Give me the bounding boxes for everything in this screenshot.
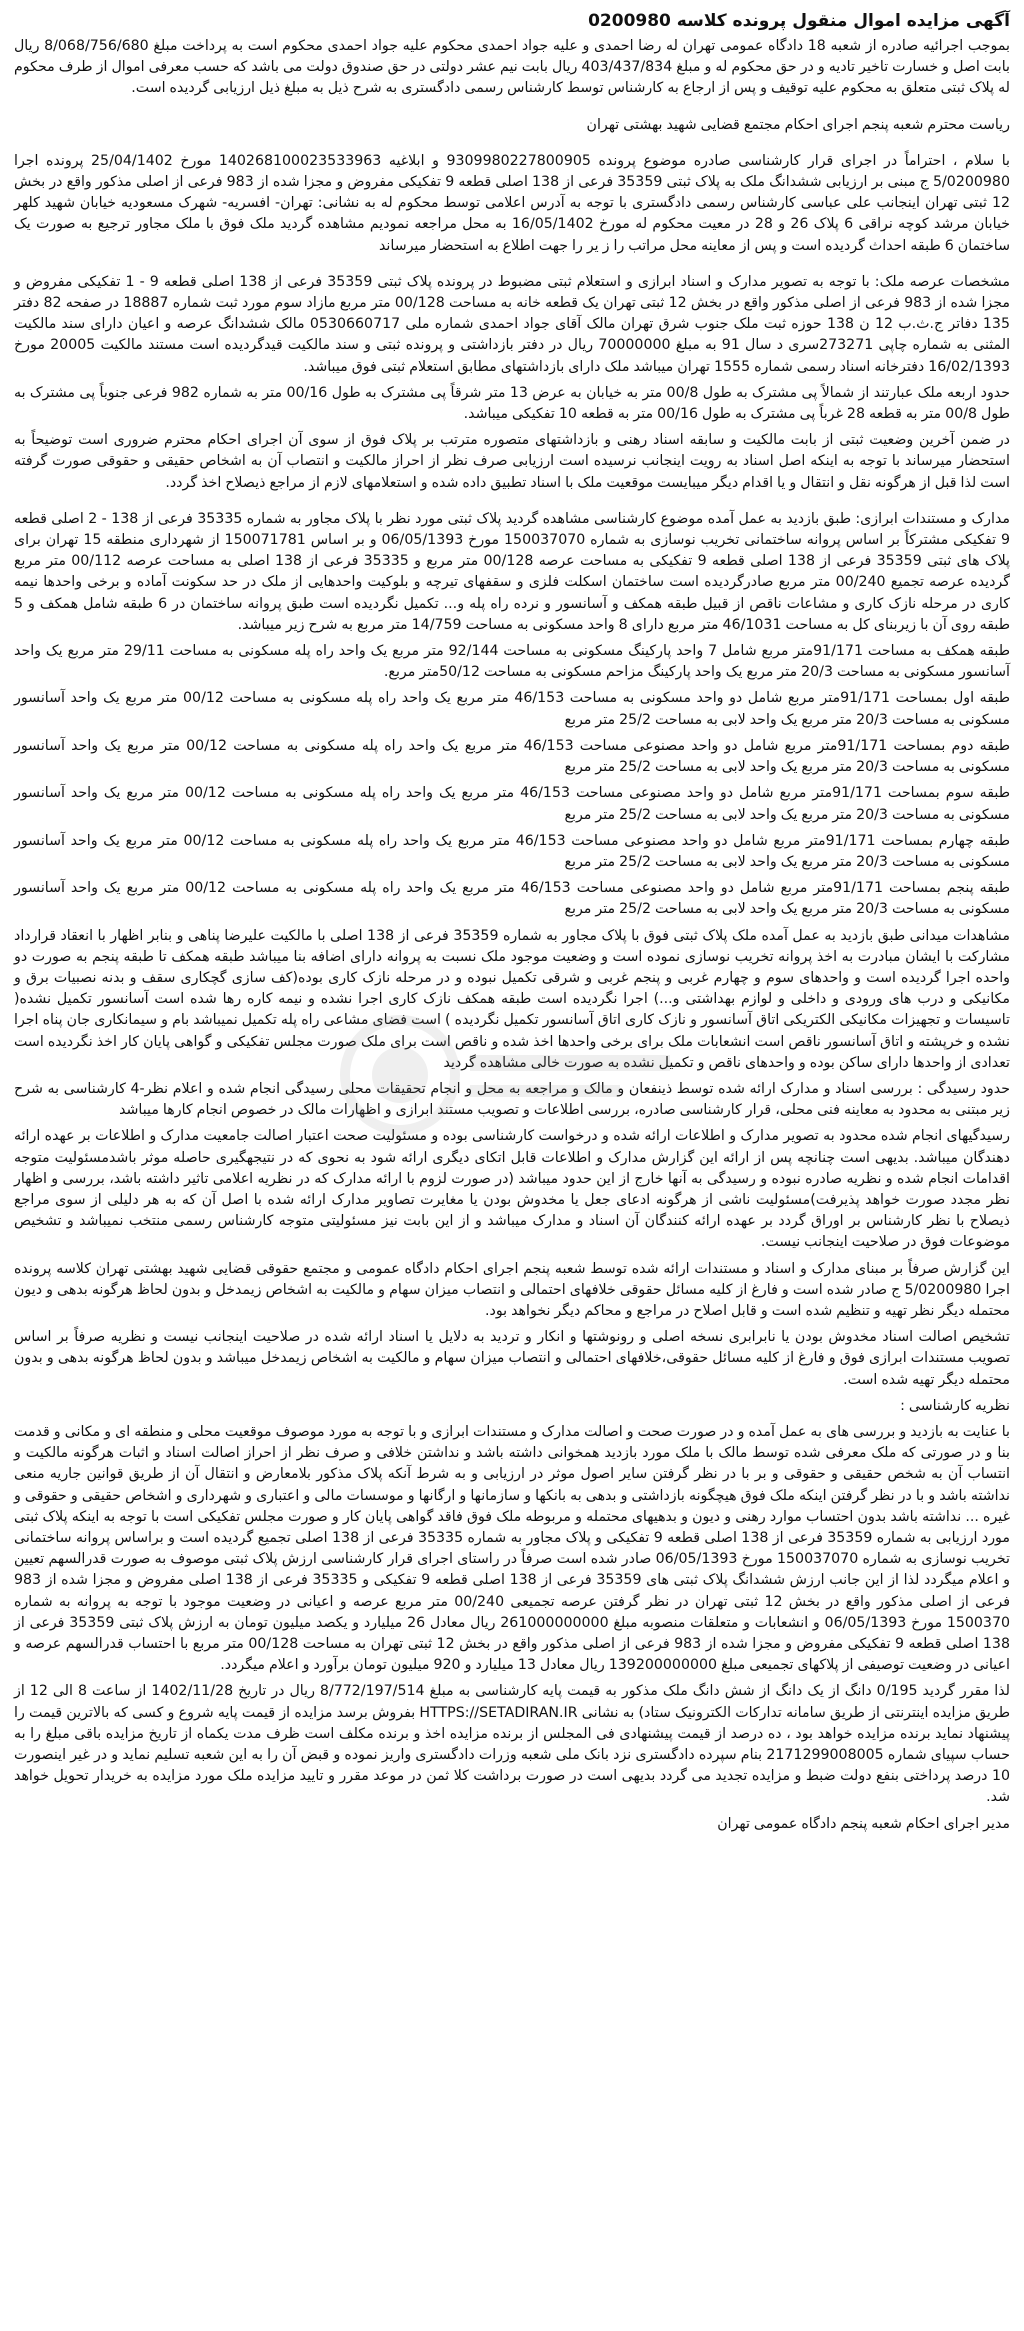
addressee-line: ریاست محترم شعبه پنجم اجرای احکام مجتمع قضایی شهید بهشتی تهران — [586, 116, 1010, 133]
field-observations-paragraph: مشاهدات میدانی طبق بازدید به عمل آمده ملک پلاک ثبتی فوق با پلاک مجاور به شماره 35359 فرعی از 138 اصلی با مالکیت علیرضا پناهی و بنابر اظهار با انعقاد قرارداد مشارکت با ایشان مبادرت به اخذ پروانه تخریب نوسازی نموده است و وضعیت موجود ملک نسبت به پروانه دارای اضافه بنا میباشد طبقه همکف تا طبقه پنجم به صورت دو واحده اجرا گردیده است و واحدهای سوم و چهارم غربی و پنجم غربی و شرقی تکمیل نبوده و در مرحله نازک کاری بوده(کف سازی گچکاری سقف و بدنه نصبیات برق و مکانیکی و درب های ورودی و داخلی و لوازم بهداشتی و...) اجرا نگردیده است طبقه همکف نازک کاری اجرا نشده و نیمه کاره رها شده است آسانسور تکمیل نشده( تاسیسات و تجهیزات مکانیکی الکتریکی اتاق آسانسور و نازک کاری اتاق آسانسور تکمیل نگردیده ) است فضای مشاعی راه پله تکمیل نمیباشد بام و سیمانکاری جان پناه اجرا نشده و خرپشته و اتاق آسانسور ناقص است انشعابات ملک برای برخی واحدها اخذ شده و ناقص است برای ملک صورت مجلس تفکیکی و گواهی پایان کار اخذ نگردیده است تعدادی از واحدها دارای ساکن بوده و واحدهای ناقص و تکمیل نشده به صورت خالی مشاهده گردید — [14, 927, 1010, 1071]
opinion-paragraph: با عنایت به بازدید و بررسی های به عمل آمده و در صورت صحت و اصالت مدارک و مستندات ابرازی و با توجه به مورد موصوف موقعیت محلی و منطقه ای و مکانی و قدمت بنا و در صورتی که ملک معرفی شده توسط مالک با ملک مورد بازدید همخوانی داشته باشد و نداشتن خلافی و صرف نظر از احراز اصالت اسناد و اثبات هرگونه مالکیت و انتساب آن به شخص حقیقی و حقوقی و بر با در نظر گرفتن سایر اصول موثر در ارزیابی و به شرط آنکه پلاک مذکور بلامعارض و انتقال آن از طریق قوانین جاریه منعی نداشته باشد و با در نظر گرفتن اینکه ملک فوق هیچگونه بازداشتی و بدهی به بانکها و سازمانها و ارگانها و موسسات مالی و اعتباری و شهرداری و اشخاص حقیقی و حقوقی و غیره ... نداشته باشد بدون احتساب موارد رهنی و دیون و بدهیهای محتمله و مربوطه ملک فوق فاقد گواهی پایان کار و صورت مجلس تفکیکی است با توجه به اینکه پلاک ثبتی مورد ارزیابی به شماره 35359 فرعی از 138 اصلی قطعه 9 تفکیکی و پلاک مجاور به شماره 35335 فرعی از 138 اصلی تجمیع گردیده است و براساس پروانه ساختمانی تخریب نوسازی به شماره 150037070 مورخ 06/05/1393 صادر شده است صرفاً در راستای اجرای قرار کارشناسی ارزش پلاک ثبتی موصوف به صورت قدرالسهم تعیین و اعلام میگردد لذا از این جانب ارزش ششدانگ پلاک ثبتی های 35359 فرعی از 138 اصلی قطعه 9 تفکیکی و 35335 فرعی از 138 اصلی مفروض و مجزا شده از 983 فرعی از اصلی مذکور واقع در بخش 12 ثبتی تهران در نظر گرفتن عرصه تجمیعی 00/240 متر مربع عرصه و اعیانی در وضعیت موجود با توجه به پروانه به شماره 1500370 مورخ 06/05/1393 و انشعابات و متعلقات منصوبه مبلغ 261000000000 ریال معادل 26 میلیارد و یکصد میلیون تومان به ارزش پلاک ثبتی 35359 فرعی از 138 اصلی قطعه 9 تفکیکی مفروض و مجزا شده از 983 فرعی از اصلی مذکور واقع در بخش 12 ثبتی تهران به مساحت 00/128 متر مربع با احتساب قدرالسهم عرصه و اعیانی در وضعیت توصیفی از پلاکهای تجمیعی مبلغ 139200000000 ریال معادل 13 میلیارد و 920 میلیون تومان برآورد و اعلام میگردد. — [14, 1423, 1011, 1674]
floor-ground: طبقه همکف به مساحت 91/171متر مربع شامل 7 واحد پارکینگ مسکونی به مساحت 92/144 متر مربع یک واحد راه پله مسکونی به مساحت 29/11 متر مربع یک واحد آسانسور مسکونی به مساحت 20/3 متر مربع یک واحد پارکینگ مزاحم مسکونی به مساحت 50/12متر مربع. — [14, 643, 1010, 681]
scope-paragraph: حدود رسیدگی : بررسی اسناد و مدارک ارائه شده توسط ذینفعان و مالک و مراجعه به محل و انجام تحقیقات محلی رسیدگی انجام شده و اعلام نظر-4 کارشناسی به شرح زیر مبتنی به محدود به معاینه فنی محلی، قرار کارشناسی صادره، بررسی اطلاعات و تصویب مستند ابرازی و اظهارات مالک در خصوص انجام کارها میباشد — [14, 1080, 1010, 1119]
signature-line: مدیر اجرای احکام شعبه پنجم دادگاه عمومی تهران — [717, 1815, 1010, 1832]
registry-status-paragraph: در ضمن آخرین وضعیت ثبتی از بابت مالکیت و سابقه اسناد رهنی و بازداشتهای متصوره مترتب بر پلاک فوق از سوی آن اجرای احکام محترم ضروری است توضیحاً به استحضار میرساند با توجه به اینکه اصل اسناد به رویت اینجانب نرسیده است ارزیابی صرف نظر از احراز مالکیت و انتصاب آن به اشخاص حقیقی و حقوقی صورت گرفته است لذا قبل از هرگونه نقل و انتقال و یا اقدام دیگر میبایست موقعیت ملک با اسناد تطبیق داده شده و استعلامهای لازم از مراجع ذیصلاح اخذ گردد. — [14, 432, 1010, 491]
report-basis-paragraph: این گزارش صرفاً بر مبنای مدارک و اسناد و مستندات ارائه شده توسط شعبه پنجم اجرای احکام دادگاه عمومی و مجتمع حقوقی قضایی شهید بهشتی تهران کلاسه پرونده اجرا 5/0200980 ج صادر شده است و فارغ از کلیه مسائل حقوقی خلافهای احتمالی و انتصاب میزان سهام و مالکیت به اشخاص زیمدخل و بدون لحاظ هرگونه بدهی و دیون محتمله دیگر نظر تهیه و تنظیم شده است و قابل اصلاح در مراجع و محاکم دیگر نخواهد بود. — [14, 1260, 1011, 1319]
boundaries-paragraph: حدود اربعه ملک عبارتند از شمالاً پی مشترک به طول 00/8 متر به خیابان به عرض 13 متر شرقاً پی مشترک به طول 00/16 متر به شماره 982 فرعی جنوباً پی مشترک به طول 00/8 متر به قطعه 28 غرباً پی مشترک به طول 00/16 متر به قطعه 10 تفکیکی میباشد. — [14, 384, 1011, 423]
documents-paragraph: مدارک و مستندات ابرازی: طبق بازدید به عمل آمده موضوع کارشناسی مشاهده گردید پلاک ثبتی مورد نظر با پلاک مجاور به شماره 35335 فرعی از 138 - 2 اصلی قطعه 9 تفکیکی مشترکاً بر اساس پروانه ساختمانی تخریب نوسازی به شماره 150037070 مورخ 06/05/1393 و بر اساس 150071781 از شهرداری منطقه 15 تهران برای پلاک های ثبتی 35359 فرعی از 138 اصلی قطعه 9 تفکیکی به مساحت عرصه 00/128 متر مربع و 35335 فرعی از 138 اصلی به مساحت عرصه 00/112 متر مربع گردیده عرصه تجمیع 00/240 متر مربع صادرگردیده است ساختمان اسکلت فلزی و سقفهای تیرچه و بلوکیت واحدهایی از ملک در حد سکونت آماده و برخی واحدها نیمه کاری در مرحله نازک کاری و مشاعات ناقص از قبیل طبقه همکف و آسانسور و نرده راه پله و... تکمیل نگردیده است طبق پروانه ساختمان در 6 طبقه شامل همکف و 5 طبقه روی آن با زیربنای کل به مساحت 46/1031 متر مربع دارای 8 واحد مسکونی به مساحت 14/759 متر مربع به شرح زیر میباشد. — [14, 510, 1010, 633]
spacer — [14, 105, 1010, 115]
floor-third: طبقه سوم بمساحت 91/171متر مربع شامل دو واحد مصنوعی مساحت 46/153 متر مربع یک واحد راه پله مسکونی به مساحت 00/12 متر مربع یک واحد آسانسور مسکونی به مساحت 20/3 متر مربع یک واحد لابی به مساحت 25/2 متر مربع — [14, 785, 1011, 823]
floor-fifth: طبقه پنجم بمساحت 91/171متر مربع شامل دو واحد مصنوعی مساحت 46/153 متر مربع یک واحد راه پله مسکونی به مساحت 00/12 متر مربع یک واحد آسانسور مسکونی به مساحت 20/3 متر مربع یک واحد لابی به مساحت 25/2 متر مربع — [14, 880, 1011, 918]
floor-first: طبقه اول بمساحت 91/171متر مربع شامل دو واحد مسکونی به مساحت 46/153 متر مربع یک واحد راه پله مسکونی به مساحت 00/12 متر مربع یک واحد آسانسور مسکونی به مساحت 20/3 متر مربع یک واحد لابی به مساحت 25/2 متر مربع — [14, 690, 1010, 728]
notice-title: آگهی مزایده اموال منقول پرونده کلاسه 0200980 — [588, 11, 1010, 31]
spacer — [14, 262, 1010, 272]
spacer — [14, 141, 1010, 151]
authenticity-paragraph: تشخیص اصالت اسناد مخدوش بودن یا نابرابری نسخه اصلی و رونوشتها و انکار و تردید به دلایل یا اسناد ارائه شده در صلاحیت اینجانب نیست و نظریه صرفاً بر اساس تصویب مستندات ابرازی فوق و فارغ از کلیه مسائل حقوقی،خلافهای احتمالی و انتصاب میزان سهام و مالکیت به اشخاص زیمدخل میباشد و بدون لحاظ هرگونه بدهی و بدون محتمله دیگر تهیه شده است. — [14, 1329, 1010, 1388]
auction-terms-paragraph: لذا مقرر گردید 0/195 دانگ از یک دانگ از شش دانگ ملک مذکور به قیمت پایه کارشناسی به مبلغ 8/772/197/514 ریال در تاریخ 1402/11/28 از ساعت 8 الی 12 از طریق مزایده اینترنتی از طریق سامانه تدارکات الکترونیک ستاد) به نشانی HTTPS://SETADIRAN.IR بفروش برسد مزایده از قیمت پایه شروع و کسی که بالاترین قیمت را پیشنهاد نماید برنده مزایده خواهد بود ، ده درصد از قیمت پیشنهادی فی المجلس از برنده مزایده اخذ و برنده مکلف است ظرف مدت یکماه از تاریخ مزایده باقی مبلغ را به حساب سپیای شماره 2171299008005 بنام سپرده دادگستری نزد بانک ملی شعبه وزرات دادگستری واریز نموده و قبض آن را به این شعبه تسلیم نماید و در غیر اینصورت 10 درصد پرداختی بنفع دولت ضبط و مزایده تجدید می گردد بدیهی است در صورت برداشت کلا ثمن در موعد مقرر و تایید مزایده ملک مورد مزایده به خریدار تحویل خواهد شد. — [14, 1683, 1010, 1806]
opinion-heading: نظریه کارشناسی : — [900, 1397, 1010, 1414]
land-specs-paragraph: مشخصات عرصه ملک: با توجه به تصویر مدارک و اسناد ابرازی و استعلام ثبتی مضبوط در پرونده پلاک ثبتی 35359 فرعی از 138 اصلی قطعه 9 - 1 تفکیکی مفروض و مجزا شده از 983 فرعی از اصلی مذکور واقع در بخش 12 ثبتی تهران یک قطعه خانه به مساحت 00/128 متر مربع مازاد سوم مورد ثبت شماره 18887 در صفحه 82 دفتر 135 دفاتر ج.ث.ب 12 ن 138 حوزه ثبت ملک جنوب شرق تهران مالک آقای جواد احمدی شماره ملی 0530660717 مالک ششدانگ عرصه و اعیان دارای سند مالکیت المثنی به شماره چاپی 273271سری د سال 91 به مبلغ 70000000 ریال در دفتر بازداشتی و پرونده ثبتی و سند مالکیت قیدگردیده است مستند مالکیت 20005 مورخ 16/02/1393 دفترخانه اسناد رسمی شماره 1555 تهران میباشد ملک دارای بازداشتهای مطابق استعلام ثبتی فوق میباشد. — [14, 273, 1011, 375]
floor-second: طبقه دوم بمساحت 91/171متر مربع شامل دو واحد مصنوعی مساحت 46/153 متر مربع یک واحد راه پله مسکونی به مساحت 00/12 متر مربع یک واحد آسانسور مسکونی به مساحت 20/3 متر مربع یک واحد لابی به مساحت 25/2 متر مربع — [14, 737, 1010, 776]
greeting-paragraph: با سلام ، احتراماً در اجرای قرار کارشناسی صادره موضوع پرونده 9309980227800905 و ابلاغیه 140268100023533963 مورخ 25/04/1402 پرونده اجرا 5/0200980 ج مبنی بر ارزیابی ششدانگ ملک به پلاک ثبتی 35359 فرعی از 138 اصلی قطعه 9 تفکیکی مفروض و مجزا شده از 983 فرعی از اصلی مذکور واقع در بخش 12 ثبتی تهران اینجانب علی عباسی کارشناس رسمی دادگستری با توجه به آدرس اعلامی توسط محکوم له به نشانی: تهران- افسریه- شهرک مسعودیه خیابان شهید کلهر خیابان مرشد کوچه نراقی 6 پلاک 26 و 28 در معیت محکوم له مورخ 16/05/1402 به محل مراجعه نمودیم مشاهده گردید ملک فوق با ملک مجاور ترجیع به صورت یک ساختمان 6 طبقه احداث گردیده است و پس از معاینه محل مراتب را ز یر را جهت اطلاع به استحضار میرساند — [14, 152, 1011, 254]
intro-paragraph: بموجب اجرائیه صادره از شعبه 18 دادگاه عمومی تهران له رضا احمدی و علیه جواد احمدی محکوم علیه جواد احمدی محکوم است به پرداخت مبلغ 8/068/756/680 ریال بابت اصل و خسارت تاخیر تادیه و در حق محکوم له و مبلغ 403/437/834 ریال بابت نیم عشر دولتی در حق صندوق دولت می باشد که حسب معرفی اموال از طرف محکوم له پلاک ثبتی متعلق به محکوم علیه توقیف و پس از ارجاع به کارشناس توسط کارشناس رسمی دادگستری به شرح ذیل به مبلغ ذیل ارزیابی گردیده است. — [14, 38, 1010, 97]
spacer — [14, 499, 1010, 509]
limitations-paragraph: رسیدگیهای انجام شده محدود به تصویر مدارک و اطلاعات ارائه شده و درخواست کارشناسی بوده و مسئولیت صحت اعتبار اصالت جامعیت مدارک و اطلاعات بر عهده ارائه دهندگان میباشد. بدیهی است چنانچه پس از ارائه این گزارش مدارک و اطلاعات قابل اتکای دیگری ارائه شود به نحوی که در نتیجهگیری حاصله موثر باشدمسئولیت متوجه اقدامات انجام شده و نظریه صادره نبوده و رسیدگی به آنها خارج از این حدود میباشد (در صورت لزوم با ارائه مدارک که در نظریه اعلامی تاثیر داشته باشد، بررسی و اظهار نظر مجدد صورت خواهد پذیرفت)مسئولیت ناشی از هرگونه ادعای جعل یا مخدوش بودن یا مغایرت تصاویر مدارک ارائه شده با اصل آن که به هر دلیلی از سوی مراجع ذیصلاح با نظر کارشناس بر اوراق گردد بر عهده ارائه کنندگان آن اسناد و مدارک میباشد و از این بابت نیز مسئولیتی متوجه کارشناس رسمی منتخب نمیباشد و تشخیص موضوعات فوق در صلاحیت اینجانب نیست. — [14, 1128, 1010, 1251]
floor-fourth: طبقه چهارم بمساحت 91/171متر مربع شامل دو واحد مصنوعی مساحت 46/153 متر مربع یک واحد راه پله مسکونی به مساحت 00/12 متر مربع یک واحد آسانسور مسکونی به مساحت 20/3 متر مربع یک واحد لابی به مساحت 25/2 متر مربع — [14, 832, 1010, 870]
